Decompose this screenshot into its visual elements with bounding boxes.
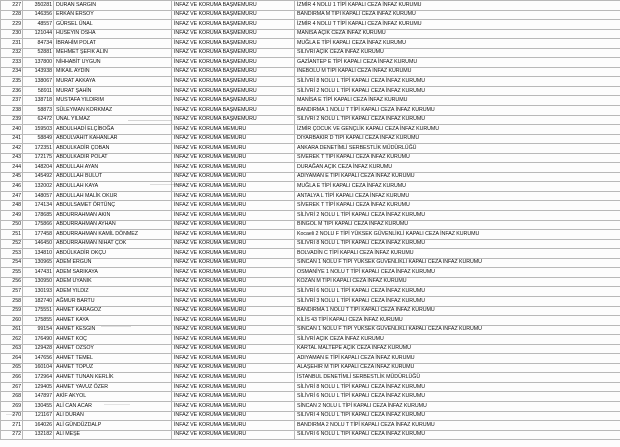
person-name: ABDÜLKADİR OKÇU (54, 249, 172, 259)
row-number: 230 (1, 29, 23, 39)
row-number: 231 (1, 39, 23, 49)
row-number: 227 (1, 1, 23, 11)
registry-id: 132002 (23, 182, 54, 192)
person-name: ABDULVAHİT KAHANLAR (54, 134, 172, 144)
job-title: İNFAZ VE KORUMA MEMURU (172, 125, 295, 135)
job-title: İNFAZ VE KORUMA MEMURU (172, 306, 295, 316)
table-row (1, 58, 620, 68)
person-name: AHMET TUNAN KERLİK (54, 373, 172, 383)
row-number: 263 (1, 344, 23, 354)
table-row (1, 296, 620, 306)
registry-id: 58911 (23, 86, 54, 96)
row-number: 241 (1, 134, 23, 144)
registry-id: 121167 (23, 411, 54, 421)
person-name: AĞMUR BARTU (54, 296, 172, 306)
registry-id: 175551 (23, 306, 54, 316)
registry-id: 182740 (23, 296, 54, 306)
row-number: 253 (1, 249, 23, 259)
row-number: 246 (1, 182, 23, 192)
registry-id: 147897 (23, 392, 54, 402)
job-title: İNFAZ VE KORUMA MEMURU (172, 373, 295, 383)
person-name: ABDULLAH BULUT (54, 172, 172, 182)
institution-name: ADIYAMAN E TİPİ KAPALI CEZA İNFAZ KURUMU (295, 172, 620, 182)
person-name: ADEM SARIKAYA (54, 268, 172, 278)
registry-id: 130455 (23, 401, 54, 411)
institution-name: BOLVADİN C TİPİ KAPALI CEZA İNFAZ KURUMU (295, 249, 620, 259)
table-row (1, 430, 620, 440)
registry-id: 172175 (23, 153, 54, 163)
table-row (1, 182, 620, 192)
person-name: ERKAN ERSOY (54, 10, 172, 20)
row-number: 235 (1, 77, 23, 87)
registry-id: 146356 (23, 10, 54, 20)
person-name: ADEM UYANIK (54, 277, 172, 287)
job-title: İNFAZ VE KORUMA BAŞMEMURU (172, 10, 295, 20)
row-number: 272 (1, 430, 23, 440)
table-row (1, 401, 620, 411)
registry-id: 130965 (23, 258, 54, 268)
job-title: İNFAZ VE KORUMA MEMURU (172, 277, 295, 287)
job-title: İNFAZ VE KORUMA MEMURU (172, 144, 295, 154)
row-number: 233 (1, 58, 23, 68)
person-name: ALİ DURAN (54, 411, 172, 421)
row-number: 260 (1, 316, 23, 326)
job-title: İNFAZ VE KORUMA MEMURU (172, 230, 295, 240)
institution-name: ANKARA DENETİMLİ SERBESTLİK MÜDÜRLÜĞÜ (295, 144, 620, 154)
institution-name: MUĞLA E TİPİ KAPALI CEZA İNFAZ KURUMU (295, 182, 620, 192)
person-name: ALİ MEŞE (54, 430, 172, 440)
row-number: 255 (1, 268, 23, 278)
row-number: 229 (1, 20, 23, 30)
person-name: ADEM YILDIZ (54, 287, 172, 297)
table-row (1, 335, 620, 345)
person-name: MURAT AKKAYA (54, 77, 172, 87)
row-number: 237 (1, 96, 23, 106)
person-name: AHMET ÖZSOY (54, 344, 172, 354)
job-title: İNFAZ VE KORUMA BAŞMEMURU (172, 86, 295, 96)
person-name: MUSTAFA YILDIRIM (54, 96, 172, 106)
registry-id: 175866 (23, 220, 54, 230)
row-number: 228 (1, 10, 23, 20)
institution-name: SİLİVRİ 2 NOLU L TİPİ KAPALI CEZA İNFAZ KURUMU (295, 211, 620, 221)
job-title: İNFAZ VE KORUMA MEMURU (172, 287, 295, 297)
job-title: İNFAZ VE KORUMA MEMURU (172, 211, 295, 221)
institution-name: SİLİVRİ 2 NOLU L TİPİ KAPALI CEZA İNFAZ KURUMU (295, 115, 620, 125)
person-name: ABDULLAH KAYA (54, 182, 172, 192)
job-title: İNFAZ VE KORUMA MEMURU (172, 172, 295, 182)
institution-name: SİVEREK T TİPİ KAPALI CEZA İNFAZ KURUMU (295, 201, 620, 211)
job-title: İNFAZ VE KORUMA MEMURU (172, 316, 295, 326)
table-row (1, 125, 620, 135)
institution-name: SİLİVRİ 8 NOLU L TİPİ KAPALI CEZA İNFAZ KURUMU (295, 382, 620, 392)
registry-id: 58873 (23, 106, 54, 116)
job-title: İNFAZ VE KORUMA MEMURU (172, 239, 295, 249)
job-title: İNFAZ VE KORUMA BAŞMEMURU (172, 20, 295, 30)
table-row (1, 268, 620, 278)
row-number: 247 (1, 191, 23, 201)
row-number: 244 (1, 163, 23, 173)
row-number: 240 (1, 125, 23, 135)
job-title: İNFAZ VE KORUMA MEMURU (172, 344, 295, 354)
registry-id: 130950 (23, 277, 54, 287)
registry-id: 121044 (23, 29, 54, 39)
registry-id: 134810 (23, 249, 54, 259)
person-name: ABDURRAHMAN KAMİL DÖNMEZ (54, 230, 172, 240)
job-title: İNFAZ VE KORUMA BAŞMEMURU (172, 106, 295, 116)
row-number: 262 (1, 335, 23, 345)
person-name: MİKAİL AYDIN (54, 67, 172, 77)
registry-id: 145492 (23, 172, 54, 182)
registry-id: 132182 (23, 430, 54, 440)
table-row (1, 325, 620, 335)
row-number: 250 (1, 220, 23, 230)
person-name: ABDURRAHMAN AKIN (54, 211, 172, 221)
registry-id: 137800 (23, 58, 54, 68)
row-number: 239 (1, 115, 23, 125)
registry-id: 99154 (23, 325, 54, 335)
registry-id: 148057 (23, 191, 54, 201)
table-row (1, 191, 620, 201)
table-row (1, 258, 620, 268)
person-name: SÜLEYMAN KORKMAZ (54, 106, 172, 116)
table-row (1, 382, 620, 392)
registry-id: 159503 (23, 125, 54, 135)
row-number: 254 (1, 258, 23, 268)
person-name: ABDULHADİ ELÇİBOĞA (54, 125, 172, 135)
registry-id: 138067 (23, 77, 54, 87)
row-number: 258 (1, 296, 23, 306)
table-row (1, 421, 620, 431)
table-row (1, 163, 620, 173)
institution-name: SİNCAN 1 NOLU F TİPİ YÜKSEK GÜVENLİKLİ KAPALI CEZA İNFAZ KURUMU (295, 258, 620, 268)
job-title: İNFAZ VE KORUMA BAŞMEMURU (172, 39, 295, 49)
table-row (1, 20, 620, 30)
table-row (1, 106, 620, 116)
registry-id: 350281 (23, 1, 54, 11)
person-name: HÜSEYİN ÖSHA (54, 29, 172, 39)
table-row (1, 115, 620, 125)
row-number: 238 (1, 106, 23, 116)
row-number: 251 (1, 230, 23, 240)
job-title: İNFAZ VE KORUMA MEMURU (172, 220, 295, 230)
row-number: 236 (1, 86, 23, 96)
registry-id: 143938 (23, 67, 54, 77)
job-title: İNFAZ VE KORUMA MEMURU (172, 296, 295, 306)
row-number: 261 (1, 325, 23, 335)
table-row (1, 1, 620, 11)
row-number: 249 (1, 211, 23, 221)
row-number: 264 (1, 354, 23, 364)
institution-name: İSTANBUL DENETİMLİ SERBESTLİK MÜDÜRLÜĞÜ (295, 373, 620, 383)
row-number: 259 (1, 306, 23, 316)
table-row (1, 363, 620, 373)
job-title: İNFAZ VE KORUMA BAŞMEMURU (172, 77, 295, 87)
person-name: ADEM ERGÜN (54, 258, 172, 268)
table-row (1, 39, 620, 49)
registry-id: 174134 (23, 201, 54, 211)
job-title: İNFAZ VE KORUMA MEMURU (172, 363, 295, 373)
job-title: İNFAZ VE KORUMA MEMURU (172, 153, 295, 163)
row-number: 234 (1, 67, 23, 77)
job-title: İNFAZ VE KORUMA MEMURU (172, 258, 295, 268)
registry-id: 84734 (23, 39, 54, 49)
job-title: İNFAZ VE KORUMA MEMURU (172, 335, 295, 345)
registry-id: 175855 (23, 316, 54, 326)
person-name: ABDURRAHMAN NİHAT ÇOK (54, 239, 172, 249)
row-number: 269 (1, 401, 23, 411)
institution-name: MANİSA AÇIK CEZA İNFAZ KURUMU (295, 29, 620, 39)
institution-name: GAZİANTEP E TİPİ KAPALI CEZA İNFAZ KURUMU (295, 58, 620, 68)
table-row (1, 153, 620, 163)
job-title: İNFAZ VE KORUMA BAŞMEMURU (172, 29, 295, 39)
person-name: AHMET TEMEL (54, 354, 172, 364)
row-number: 257 (1, 287, 23, 297)
institution-name: SİLİVRİ 2 NOLU L TİPİ KAPALI CEZA İNFAZ KURUMU (295, 86, 620, 96)
table-row (1, 77, 620, 87)
registry-id: 130193 (23, 287, 54, 297)
institution-name: İNEBOLU M TİPİ KAPALI CEZA İNFAZ KURUMU (295, 67, 620, 77)
table-row (1, 10, 620, 20)
person-name: AHMET KARAGÖZ (54, 306, 172, 316)
table-row (1, 249, 620, 259)
table-row (1, 392, 620, 402)
job-title: İNFAZ VE KORUMA MEMURU (172, 182, 295, 192)
registry-id: 148204 (23, 163, 54, 173)
job-title: İNFAZ VE KORUMA MEMURU (172, 249, 295, 259)
person-name: MEHMET ŞEFİK ALIN (54, 48, 172, 58)
table-row (1, 306, 620, 316)
institution-name: İZMİR 4 NOLU 1 TİPİ KAPALI CEZA İNFAZ KURUMU (295, 1, 620, 11)
table-row (1, 411, 620, 421)
institution-name: SİLİVRİ AÇIK CEZA İNFAZ KURUMU (295, 335, 620, 345)
registry-id: 146450 (23, 239, 54, 249)
institution-name: SİLİVRİ 3 NOLU L TİPİ KAPALI CEZA İNFAZ KURUMU (295, 296, 620, 306)
table-row (1, 96, 620, 106)
institution-name: ADIYAMAN E TİPİ KAPALI CEZA İNFAZ KURUMU (295, 354, 620, 364)
institution-name: MUĞLA E TİPİ KAPALI CEZA İNFAZ KURUMU (295, 39, 620, 49)
registry-id: 58849 (23, 134, 54, 144)
person-name: ABDURRAHMAN AYHAN (54, 220, 172, 230)
row-number: 243 (1, 153, 23, 163)
table-row (1, 211, 620, 221)
row-number: 232 (1, 48, 23, 58)
job-title: İNFAZ VE KORUMA MEMURU (172, 401, 295, 411)
job-title: İNFAZ VE KORUMA MEMURU (172, 325, 295, 335)
person-name: AKİF AKYOL (54, 392, 172, 402)
job-title: İNFAZ VE KORUMA MEMURU (172, 392, 295, 402)
job-title: İNFAZ VE KORUMA MEMURU (172, 382, 295, 392)
person-name: ABDULLAH AYAN (54, 163, 172, 173)
institution-name: SİNCAN 2 NOLU L TİPİ KAPALI CEZA İNFAZ KURUMU (295, 401, 620, 411)
job-title: İNFAZ VE KORUMA MEMURU (172, 134, 295, 144)
institution-name: DURAĞAN AÇIK CEZA İNFAZ KURUMU (295, 163, 620, 173)
institution-name: İZMİR ÇOCUK VE GENÇLİK KAPALI CEZA İNFAZ KURUMU (295, 125, 620, 135)
person-name: MURAT ŞAHİN (54, 86, 172, 96)
institution-name: KİLİS 43 TİPİ KAPALI CEZA İNFAZ KURUMU (295, 316, 620, 326)
person-name: GÜRSEL ÜNAL (54, 20, 172, 30)
table-row (1, 48, 620, 58)
institution-name: KARTAL MALTEPE AÇIK CEZA İNFAZ KURUMU (295, 344, 620, 354)
registry-id: 129405 (23, 382, 54, 392)
institution-name: ANTALYA L TİPİ KAPALI CEZA İNFAZ KURUMU (295, 191, 620, 201)
table-row (1, 172, 620, 182)
row-number: 265 (1, 363, 23, 373)
registry-id: 164026 (23, 421, 54, 431)
table-row (1, 373, 620, 383)
registry-id: 48557 (23, 20, 54, 30)
registry-id: 172964 (23, 373, 54, 383)
institution-name: SİVEREK T TİPİ KAPALI CEZA İNFAZ KURUMU (295, 153, 620, 163)
job-title: İNFAZ VE KORUMA MEMURU (172, 354, 295, 364)
registry-id: 177458 (23, 230, 54, 240)
person-name: ABDULSAMET ÖRTÜNÇ (54, 201, 172, 211)
institution-name: BANDIRMA 2 NOLU T TİPİ KAPALI CEZA İNFAZ KURUMU (295, 421, 620, 431)
person-name: AHMET YAVUZ ÖZER (54, 382, 172, 392)
row-number: 268 (1, 392, 23, 402)
job-title: İNFAZ VE KORUMA MEMURU (172, 411, 295, 421)
row-number: 270 (1, 411, 23, 421)
table-row (1, 239, 620, 249)
institution-name: MANİSA E TİPİ KAPALI CEZA İNFAZ KURUMU (295, 96, 620, 106)
job-title: İNFAZ VE KORUMA MEMURU (172, 163, 295, 173)
institution-name: OSMANİYE 1 NOLU T TİPİ KAPALI CEZA İNFAZ KURUMU (295, 268, 620, 278)
registry-id: 129428 (23, 344, 54, 354)
registry-id: 147431 (23, 268, 54, 278)
institution-name: SİLİVRİ 8 NOLU L TİPİ KAPALI CEZA İNFAZ KURUMU (295, 77, 620, 87)
person-name: ABDULKADİR ÇOBAN (54, 144, 172, 154)
registry-id: 172351 (23, 144, 54, 154)
job-title: İNFAZ VE KORUMA MEMURU (172, 430, 295, 440)
person-name: DURAN SARGIN (54, 1, 172, 11)
institution-name: SİLİVRİ 4 NOLU L TİPİ KAPALI CEZA İNFAZ KURUMU (295, 411, 620, 421)
person-name: İBRAHİM POLAT (54, 39, 172, 49)
registry-id: 147656 (23, 354, 54, 364)
institution-name: BANDIRMA M TİPİ KAPALI CEZA İNFAZ KURUMU (295, 10, 620, 20)
row-number: 256 (1, 277, 23, 287)
job-title: İNFAZ VE KORUMA BAŞMEMURU (172, 48, 295, 58)
table-row (1, 316, 620, 326)
job-title: İNFAZ VE KORUMA MEMURU (172, 421, 295, 431)
person-name: ALİ CAN ACAR (54, 401, 172, 411)
job-title: İNFAZ VE KORUMA BAŞMEMURU (172, 96, 295, 106)
table-row (1, 344, 620, 354)
institution-name: BANDIRMA 1 NOLU T TİPİ KAPALI CEZA İNFAZ KURUMU (295, 306, 620, 316)
registry-id: 176490 (23, 335, 54, 345)
registry-id: 178685 (23, 211, 54, 221)
table-row (1, 144, 620, 154)
table-row (1, 287, 620, 297)
row-number: 248 (1, 201, 23, 211)
row-number: 245 (1, 172, 23, 182)
table-body (1, 1, 620, 440)
person-name: ÜNAL YILMAZ (54, 115, 172, 125)
registry-id: 52881 (23, 48, 54, 58)
registry-id: 138718 (23, 96, 54, 106)
person-name: ABDULKADİR POLAT (54, 153, 172, 163)
institution-name: İZMİR 4 NOLU T TİPİ KAPALI CEZA İNFAZ KURUMU (295, 20, 620, 30)
registry-id: 62472 (23, 115, 54, 125)
table-row (1, 67, 620, 77)
table-row (1, 230, 620, 240)
row-number: 267 (1, 382, 23, 392)
table-row (1, 277, 620, 287)
institution-name: SİLİVRİ 6 NOLU L TİPİ KAPALI CEZA İNFAZ KURUMU (295, 430, 620, 440)
person-name: AHMET KAYA (54, 316, 172, 326)
table-row (1, 354, 620, 364)
institution-name: Kocaeli 2 NOLU F TİPİ YÜKSEK GÜVENLİKLİ KAPALI CEZA İNFAZ KURUMU (295, 230, 620, 240)
institution-name: SİNCAN 1 NOLU F TİPİ YÜKSEK GÜVENLİKLİ KAPALI CEZA İNFAZ KURUMU (295, 325, 620, 335)
row-number: 252 (1, 239, 23, 249)
table-row (1, 220, 620, 230)
row-number: 271 (1, 421, 23, 431)
institution-name: BANDIRMA 1 NOLU T TİPİ KAPALI CEZA İNFAZ KURUMU (295, 106, 620, 116)
job-title: İNFAZ VE KORUMA MEMURU (172, 201, 295, 211)
table-row (1, 29, 620, 39)
job-title: İNFAZ VE KORUMA MEMURU (172, 268, 295, 278)
institution-name: BİNGÖL M TİPİ KAPALI CEZA İNFAZ KURUMU (295, 220, 620, 230)
institution-name: KOZAN M TİPİ KAPALI CEZA İNFAZ KURUMU (295, 277, 620, 287)
institution-name: DİYARBAKIR D TİPİ KAPALI CEZA İNFAZ KURUMU (295, 134, 620, 144)
person-name: AHMET KOÇ (54, 335, 172, 345)
job-title: İNFAZ VE KORUMA BAŞMEMURU (172, 115, 295, 125)
registry-id: 160104 (23, 363, 54, 373)
person-name: ABDULLAH MALİK OKUR (54, 191, 172, 201)
person-name: AHMET TOPUZ (54, 363, 172, 373)
institution-name: ALAŞEHİR M TİPİ KAPALI CEZA İNFAZ KURUMU (295, 363, 620, 373)
institution-name: SİLİVRİ 8 NOLU L TİPİ KAPALI CEZA İNFAZ KURUMU (295, 239, 620, 249)
table-row (1, 201, 620, 211)
table-row (1, 134, 620, 144)
institution-name: SİLİVRİ AÇIK CEZA İNFAZ KURUMU (295, 48, 620, 58)
job-title: İNFAZ VE KORUMA BAŞMEMURU (172, 67, 295, 77)
institution-name: SİLİVRİ 6 NOLU L TİPİ KAPALI CEZA İNFAZ KURUMU (295, 287, 620, 297)
job-title: İNFAZ VE KORUMA MEMURU (172, 191, 295, 201)
row-number: 242 (1, 144, 23, 154)
row-number: 266 (1, 373, 23, 383)
job-title: İNFAZ VE KORUMA BAŞMEMURU (172, 1, 295, 11)
institution-name: SİLİVRİ 6 NOLU L TİPİ KAPALI CEZA İNFAZ KURUMU (295, 392, 620, 402)
person-name: NİHHABİT UYGUN (54, 58, 172, 68)
table-row (1, 86, 620, 96)
person-name: ALİ GÜNDÜZDALP (54, 421, 172, 431)
person-name: AHMET KESGİN (54, 325, 172, 335)
job-title: İNFAZ VE KORUMA BAŞMEMURU (172, 58, 295, 68)
